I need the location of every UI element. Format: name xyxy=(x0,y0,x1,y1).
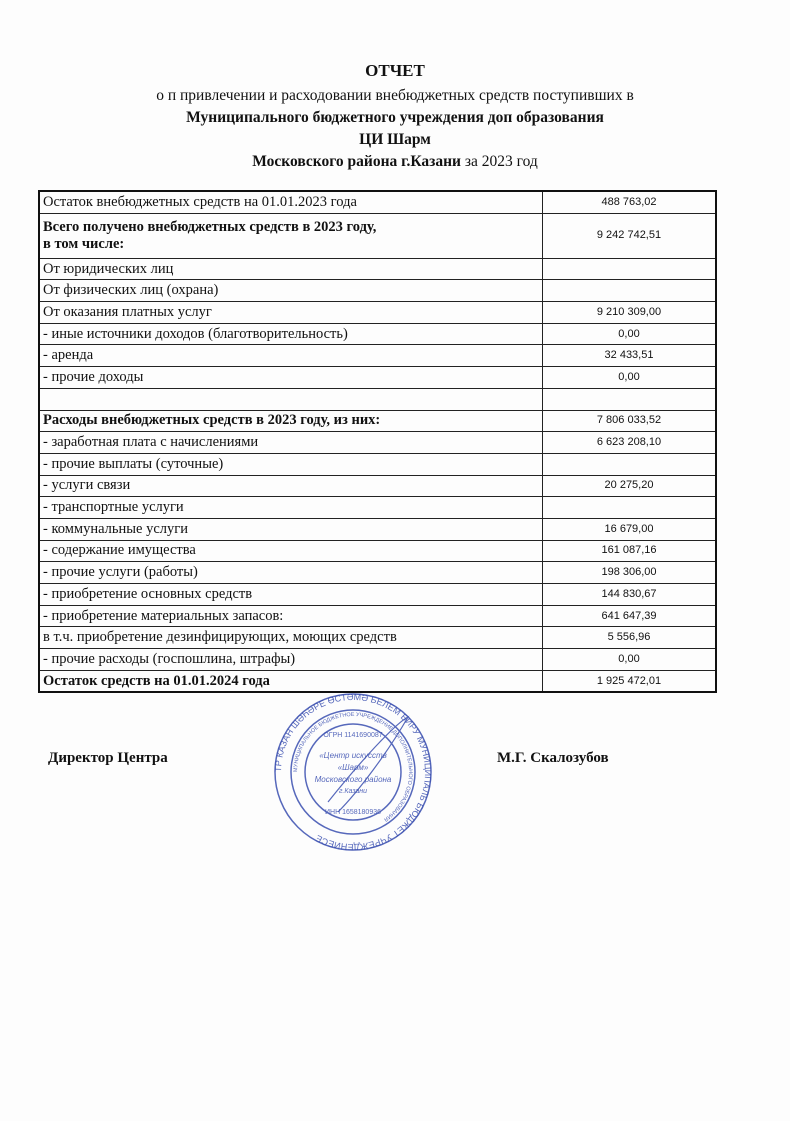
table-row xyxy=(39,258,716,280)
row-value: 641 647,39 xyxy=(543,605,717,627)
table-row xyxy=(39,213,716,258)
row-value xyxy=(543,280,717,302)
row-value: 9 242 742,51 xyxy=(543,213,717,258)
row-label xyxy=(39,367,543,389)
row-value: 16 679,00 xyxy=(543,518,717,540)
row-label xyxy=(39,258,543,280)
table-row xyxy=(39,497,716,519)
svg-text:г.Казани: г.Казани xyxy=(338,788,368,795)
row-label xyxy=(39,410,543,432)
row-label xyxy=(39,388,543,410)
row-label-text: - услуги связи xyxy=(43,477,131,494)
row-label xyxy=(39,562,543,584)
table-row xyxy=(39,562,716,584)
row-value: 161 087,16 xyxy=(543,540,717,562)
row-label xyxy=(39,345,543,367)
row-label xyxy=(39,453,543,475)
svg-text:Московского района: Московского района xyxy=(314,775,392,784)
report-period xyxy=(0,151,790,172)
district: Московского района г.Казани xyxy=(252,153,461,170)
row-label xyxy=(39,540,543,562)
table-row xyxy=(39,323,716,345)
row-label-text: Расходы внебюджетных средств в 2023 году, из них: xyxy=(43,412,381,429)
report-title: ОТЧЕТ xyxy=(365,61,425,80)
row-value: 20 275,20 xyxy=(543,475,717,497)
table-row xyxy=(39,191,716,213)
table-row xyxy=(39,540,716,562)
row-label-text: - прочие услуги (работы) xyxy=(43,564,198,581)
table-row xyxy=(39,627,716,649)
institution-short: ЦИ Шарм xyxy=(359,131,431,148)
row-label-text: - прочие расходы (госпошлина, штрафы) xyxy=(43,650,296,667)
row-value: 6 623 208,10 xyxy=(543,432,717,454)
row-value: 0,00 xyxy=(543,323,717,345)
row-label-text: - заработная плата с начислениями xyxy=(43,434,259,451)
row-label-text-2: в том числе: xyxy=(43,235,125,252)
row-value xyxy=(543,453,717,475)
table-row xyxy=(39,649,716,671)
row-label-text: От физических лиц (охрана) xyxy=(43,282,219,299)
row-label-text: - приобретение материальных запасов: xyxy=(43,607,284,624)
official-stamp xyxy=(258,692,448,852)
table-row xyxy=(39,475,716,497)
table-row xyxy=(39,302,716,324)
row-value: 9 210 309,00 xyxy=(543,302,717,324)
row-label xyxy=(39,213,543,258)
table-row xyxy=(39,605,716,627)
row-value: 1 925 472,01 xyxy=(543,670,717,692)
row-label-text: От юридических лиц xyxy=(43,260,174,277)
row-label-text: - приобретение основных средств xyxy=(43,585,253,602)
row-label-text: Остаток внебюджетных средств на 01.01.2023 года xyxy=(43,193,357,210)
svg-text:ТР КАЗАН ШӘҺӘРЕ ӨСТӘМӘ БЕЛЕМ Б: ТР КАЗАН ШӘҺӘРЕ ӨСТӘМӘ БЕЛЕМ БИРУ МУНИЦИПАЛЬ БЮДЖЕТ УЧРЕЖДЕНИЕСЕ xyxy=(272,692,434,852)
report-table xyxy=(38,190,717,693)
row-label xyxy=(39,497,543,519)
row-label-text: - аренда xyxy=(43,347,94,364)
row-label xyxy=(39,323,543,345)
row-label xyxy=(39,627,543,649)
row-label-text: - транспортные услуги xyxy=(43,499,184,516)
row-label xyxy=(39,605,543,627)
row-value xyxy=(543,497,717,519)
row-label xyxy=(39,191,543,213)
row-value: 7 806 033,52 xyxy=(543,410,717,432)
table-row xyxy=(39,410,716,432)
svg-text:«Шарм»: «Шарм» xyxy=(337,763,369,772)
row-value: 32 433,51 xyxy=(543,345,717,367)
row-label xyxy=(39,584,543,606)
row-value: 0,00 xyxy=(543,649,717,671)
row-value: 5 556,96 xyxy=(543,627,717,649)
row-value: 0,00 xyxy=(543,367,717,389)
year: за 2023 год xyxy=(460,153,538,170)
row-value xyxy=(543,258,717,280)
row-label-text: - прочие выплаты (суточные) xyxy=(43,455,224,472)
table-row xyxy=(39,388,716,410)
row-label xyxy=(39,518,543,540)
table-row xyxy=(39,280,716,302)
row-value: 144 830,67 xyxy=(543,584,717,606)
svg-text:МУНИЦИПАЛЬНОЕ БЮДЖЕТНОЕ УЧРЕЖД: МУНИЦИПАЛЬНОЕ БЮДЖЕТНОЕ УЧРЕЖДЕНИЕ ДОПОЛНИТЕЛЬНОГО ОБРАЗОВАНИЯ xyxy=(292,711,414,823)
signatory-name: М.Г. Скалозубов xyxy=(497,750,609,766)
row-label-text: - коммунальные услуги xyxy=(43,520,188,537)
row-label-text: - прочие доходы xyxy=(43,368,144,385)
table-row xyxy=(39,518,716,540)
svg-text:«Центр искусств: «Центр искусств xyxy=(319,751,387,760)
row-label xyxy=(39,670,543,692)
row-value: 198 306,00 xyxy=(543,562,717,584)
row-label xyxy=(39,302,543,324)
row-label-text: Остаток средств на 01.01.2024 года xyxy=(43,672,270,689)
row-label-text: От оказания платных услуг xyxy=(43,303,212,320)
institution-name: Муниципального бюджетного учреждения доп образования xyxy=(186,109,604,126)
svg-text:ИНН 1658180936: ИНН 1658180936 xyxy=(324,809,382,816)
report-subtitle: о п привлечении и расходовании внебюджетных средств поступивших в xyxy=(156,87,634,104)
row-label-text: - иные источники доходов (благотворительность) xyxy=(43,325,348,342)
row-label-text: в т.ч. приобретение дезинфицирующих, моющих средств xyxy=(43,629,397,646)
table-row xyxy=(39,432,716,454)
signatory-position: Директор Центра xyxy=(48,750,168,766)
row-value: 488 763,02 xyxy=(543,191,717,213)
table-row xyxy=(39,453,716,475)
table-row xyxy=(39,584,716,606)
row-label xyxy=(39,280,543,302)
row-label xyxy=(39,475,543,497)
table-row xyxy=(39,670,716,692)
row-label xyxy=(39,432,543,454)
svg-text:ОГРН 1141690087: ОГРН 1141690087 xyxy=(323,732,383,739)
row-label xyxy=(39,649,543,671)
row-label-text: Всего получено внебюджетных средств в 2023 году, xyxy=(43,218,377,235)
table-row xyxy=(39,345,716,367)
row-value xyxy=(543,388,717,410)
table-row xyxy=(39,367,716,389)
row-label-text: - содержание имущества xyxy=(43,542,196,559)
